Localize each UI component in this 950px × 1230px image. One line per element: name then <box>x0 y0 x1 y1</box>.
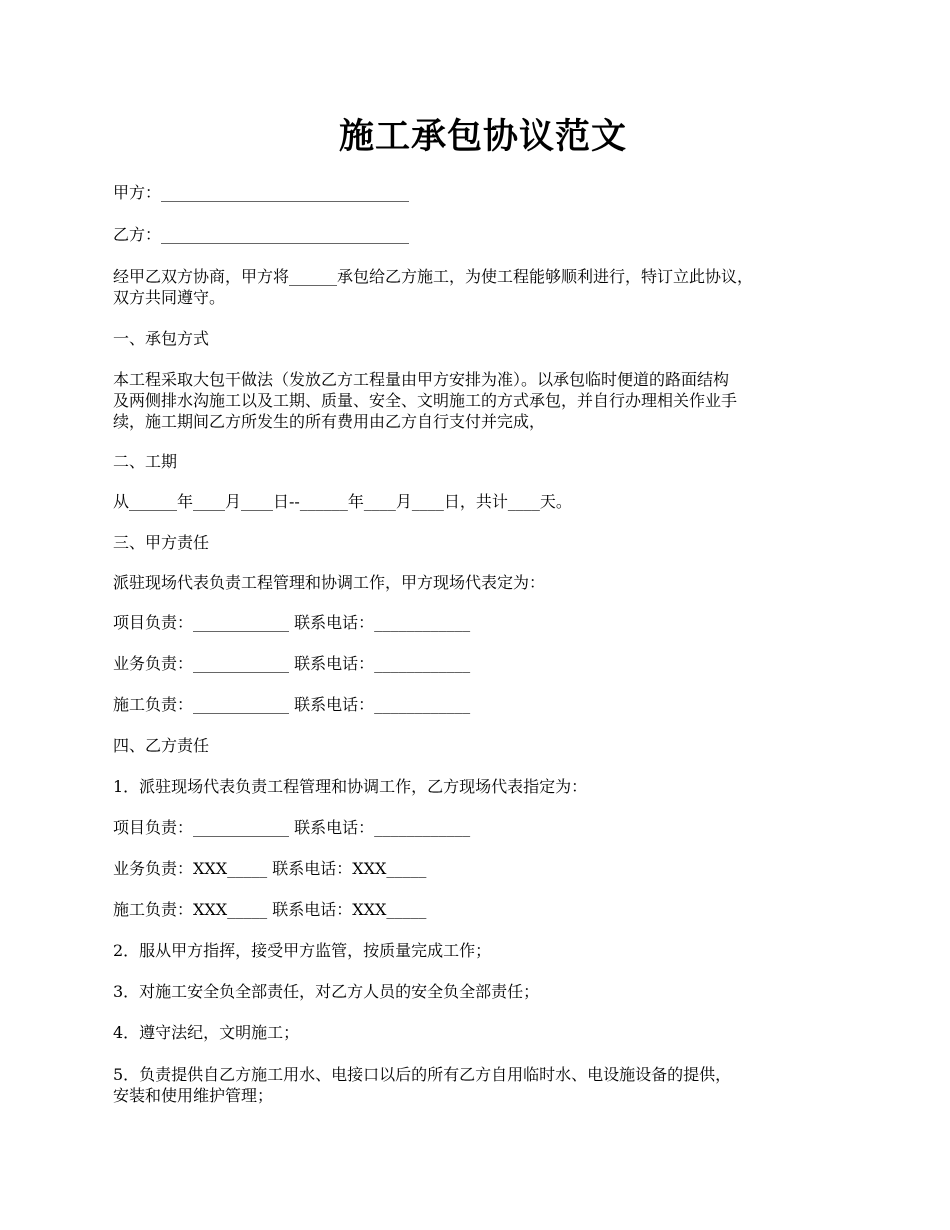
section3-contact-construction: 施工负责：____________ 联系电话：____________ <box>113 695 471 714</box>
section4-contact-project: 项目负责：____________ 联系电话：____________ <box>113 818 471 837</box>
intro-line: 经甲乙双方协商，甲方将______承包给乙方施工，为使工程能够顺利进行，特订立此协议， <box>113 267 754 286</box>
section4-item1: 1．派驻现场代表负责工程管理和协调工作，乙方现场代表指定为： <box>113 777 588 796</box>
section4-item4: 4．遵守法纪，文明施工； <box>113 1023 300 1042</box>
section3-heading: 三、甲方责任 <box>113 533 210 552</box>
section1-line: 本工程采取大包干做法（发放乙方工程量由甲方安排为准）。以承包临时便道的路面结构 <box>113 370 730 389</box>
section1-line: 续，施工期间乙方所发生的所有费用由乙方自行支付并完成， <box>113 412 546 431</box>
document-title: 施工承包协议范文 <box>338 116 627 157</box>
party-b-line: 乙方：_______________________________ <box>113 225 410 244</box>
section2-body: 从______年____月____日--______年____月____日，共计____天。 <box>113 492 572 511</box>
section4-item3: 3．对施工安全负全部责任，对乙方人员的安全负全部责任； <box>113 982 540 1001</box>
section1-heading: 一、承包方式 <box>113 329 210 348</box>
section4-contact-business: 业务负责：XXX_____ 联系电话：XXX_____ <box>113 859 427 878</box>
section2-heading: 二、工期 <box>113 452 178 471</box>
section3-contact-business: 业务负责：____________ 联系电话：____________ <box>113 654 471 673</box>
document-page <box>113 0 853 1230</box>
section4-item2: 2．服从甲方指挥，接受甲方监管，按质量完成工作； <box>113 941 492 960</box>
section4-item5-line: 安装和使用维护管理； <box>113 1086 274 1105</box>
section1-paragraph <box>113 369 853 432</box>
section4-item5 <box>113 1064 853 1106</box>
section1-line: 及两侧排水沟施工以及工期、质量、安全、文明施工的方式承包，并自行办理相关作业手 <box>113 391 738 410</box>
section4-contact-construction: 施工负责：XXX_____ 联系电话：XXX_____ <box>113 900 427 919</box>
section3-contact-project: 项目负责：____________ 联系电话：____________ <box>113 613 471 632</box>
section4-item5-line: 5．负责提供自乙方施工用水、电接口以后的所有乙方自用临时水、电设施设备的提供， <box>113 1065 732 1084</box>
intro-line: 双方共同遵守。 <box>113 288 226 307</box>
section4-heading: 四、乙方责任 <box>113 736 210 755</box>
intro-paragraph <box>113 266 853 308</box>
section3-intro: 派驻现场代表负责工程管理和协调工作，甲方现场代表定为： <box>113 573 546 592</box>
party-a-line: 甲方：_______________________________ <box>113 183 410 202</box>
